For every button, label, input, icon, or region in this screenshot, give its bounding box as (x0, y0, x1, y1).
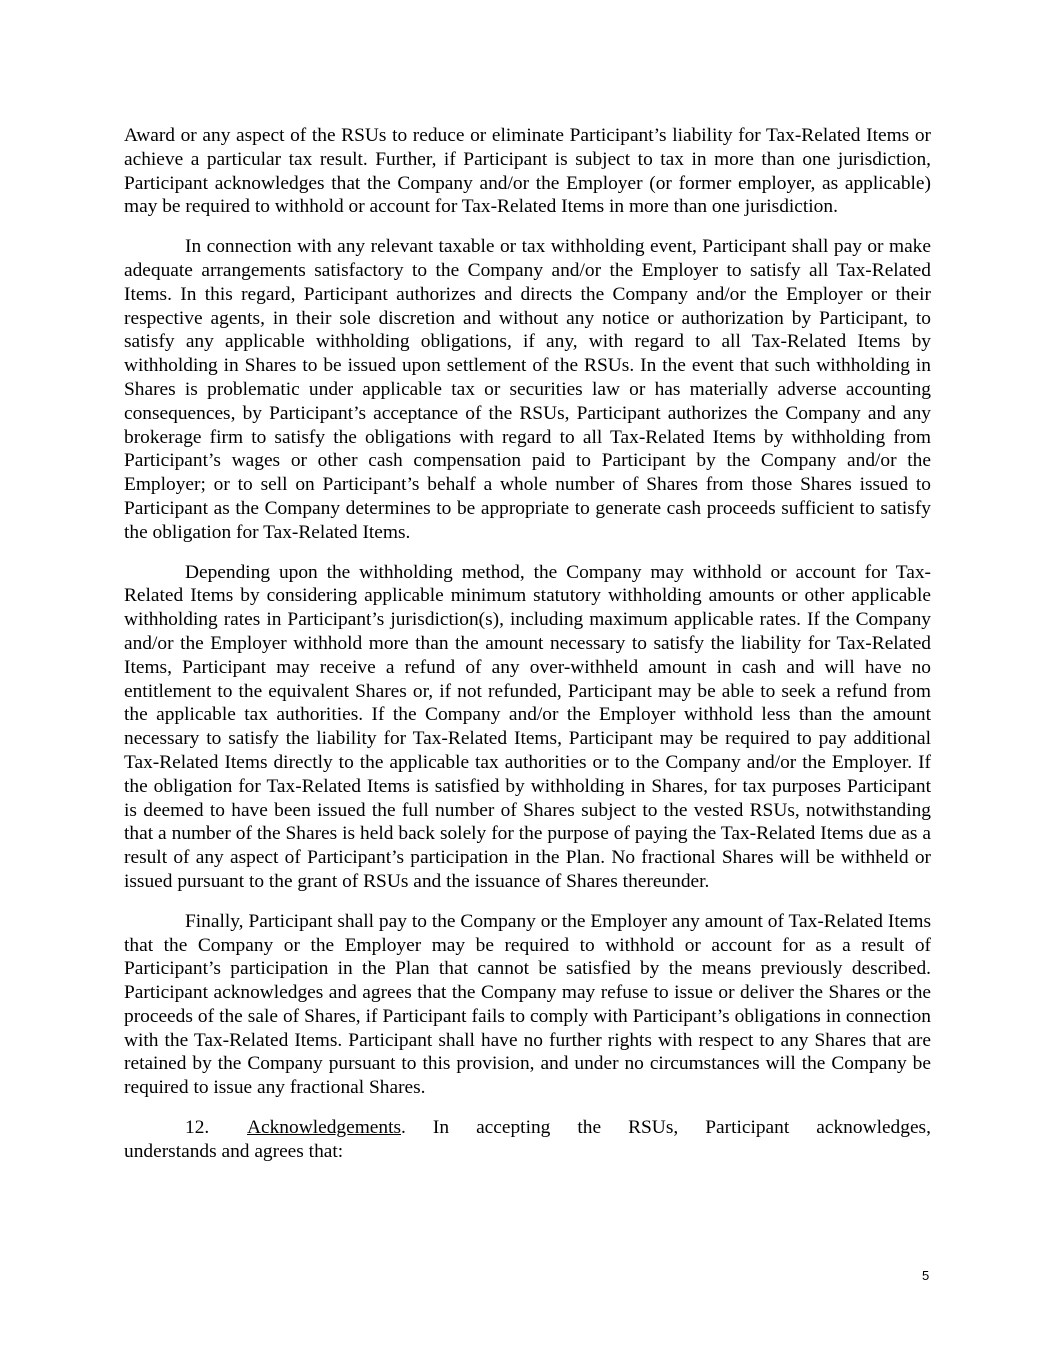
section-word: In (432, 1117, 450, 1139)
page-number: 5 (922, 1268, 930, 1283)
section-word: the (577, 1117, 602, 1139)
paragraph-continued: Award or any aspect of the RSUs to reduce or eliminate Participant’s liability for Tax-Related Items or achieve a particular tax result. Further, if Participant is subject to tax in more than one jurisdiction, Participant acknowledges that the Company and/or the Employer (or former employer, as applicable) may be required to withhold or account for Tax-Related Items in more than one jurisdiction. (124, 125, 931, 218)
section-title: Acknowledgements (247, 1117, 402, 1139)
section-word: Participant (705, 1117, 790, 1139)
section-continuation: understands and agrees that: (124, 1140, 344, 1162)
section-word: accepting (476, 1117, 551, 1139)
paragraph-withholding-method: Depending upon the withholding method, the Company may withhold or account for Tax-Related Items by considering applicable minimum statutory withholding amounts or other applicable withholding rates in Participant’s jurisdiction(s), including maximum applicable rates. If the Company and/or the Employer withhold more than the amount necessary to satisfy the liability for Tax-Related Items, Participant may receive a refund of any over-withheld amount in cash and will have no entitlement to the equivalent Shares or, if not refunded, Participant may be able to seek a refund from the applicable tax authorities. If the Company and/or the Employer withhold less than the amount necessary to satisfy the liability for Tax-Related Items, Participant may be required to pay additional Tax-Related Items directly to the applicable tax authorities or to the Company and/or the Employer. If the obligation for Tax-Related Items is satisfied by withholding in Shares, for tax purposes Participant is deemed to have been issued the full number of Shares subject to the vested RSUs, notwithstanding that a number of the Shares is held back solely for the purpose of paying the Tax-Related Items due as a result of any aspect of Participant’s participation in the Plan. No fractional Shares will be withheld or issued pursuant to the grant of RSUs and the issuance of Shares thereunder. (124, 561, 931, 892)
paragraph-final-obligations: Finally, Participant shall pay to the Company or the Employer any amount of Tax-Related Items that the Company or the Employer may be required to withhold or account for as a result of Participant’s participation in the Plan that cannot be satisfied by the means previously described. Participant acknowledges and agrees that the Company may refuse to issue or deliver the Shares or the proceeds of the sale of Shares, if Participant fails to comply with Participant’s obligations in connection with the Tax-Related Items. Participant shall have no further rights with respect to any Shares that are retained by the Company pursuant to this provision, and under no circumstances will the Company be required to issue any fractional Shares. (124, 910, 931, 1099)
paragraph-withholding-arrangements: In connection with any relevant taxable or tax withholding event, Participant shall pay or make adequate arrangements satisfactory to the Company and/or the Employer to satisfy all Tax-Related Items. In this regard, Participant authorizes and directs the Company and/or the Employer or their respective agents, in their sole discretion and without any notice or authorization by Participant, to satisfy any applicable withholding obligations, if any, with regard to all Tax-Related Items by withholding in Shares to be issued upon settlement of the RSUs. In the event that such withholding in Shares is problematic under applicable tax or securities law or has materially adverse accounting consequences, by Participant’s acceptance of the RSUs, Participant authorizes the Company and any brokerage firm to satisfy the obligations with regard to all Tax-Related Items by withholding from Participant’s wages or other cash compensation paid to Participant by the Company and/or the Employer; or to sell on Participant’s behalf a whole number of Shares from those Shares issued to Participant as the Company determines to be appropriate to generate cash proceeds sufficient to satisfy the obligation for Tax-Related Items. (124, 236, 931, 543)
section-number: 12. (185, 1117, 210, 1139)
section-number-and-title (124, 1116, 406, 1140)
section-title-period: . (401, 1117, 406, 1139)
document-body (124, 124, 931, 1180)
section-word: RSUs, (628, 1117, 679, 1139)
section-word: acknowledges, (816, 1117, 931, 1139)
section-heading-line (124, 1116, 931, 1140)
section-acknowledgements (124, 1116, 931, 1164)
